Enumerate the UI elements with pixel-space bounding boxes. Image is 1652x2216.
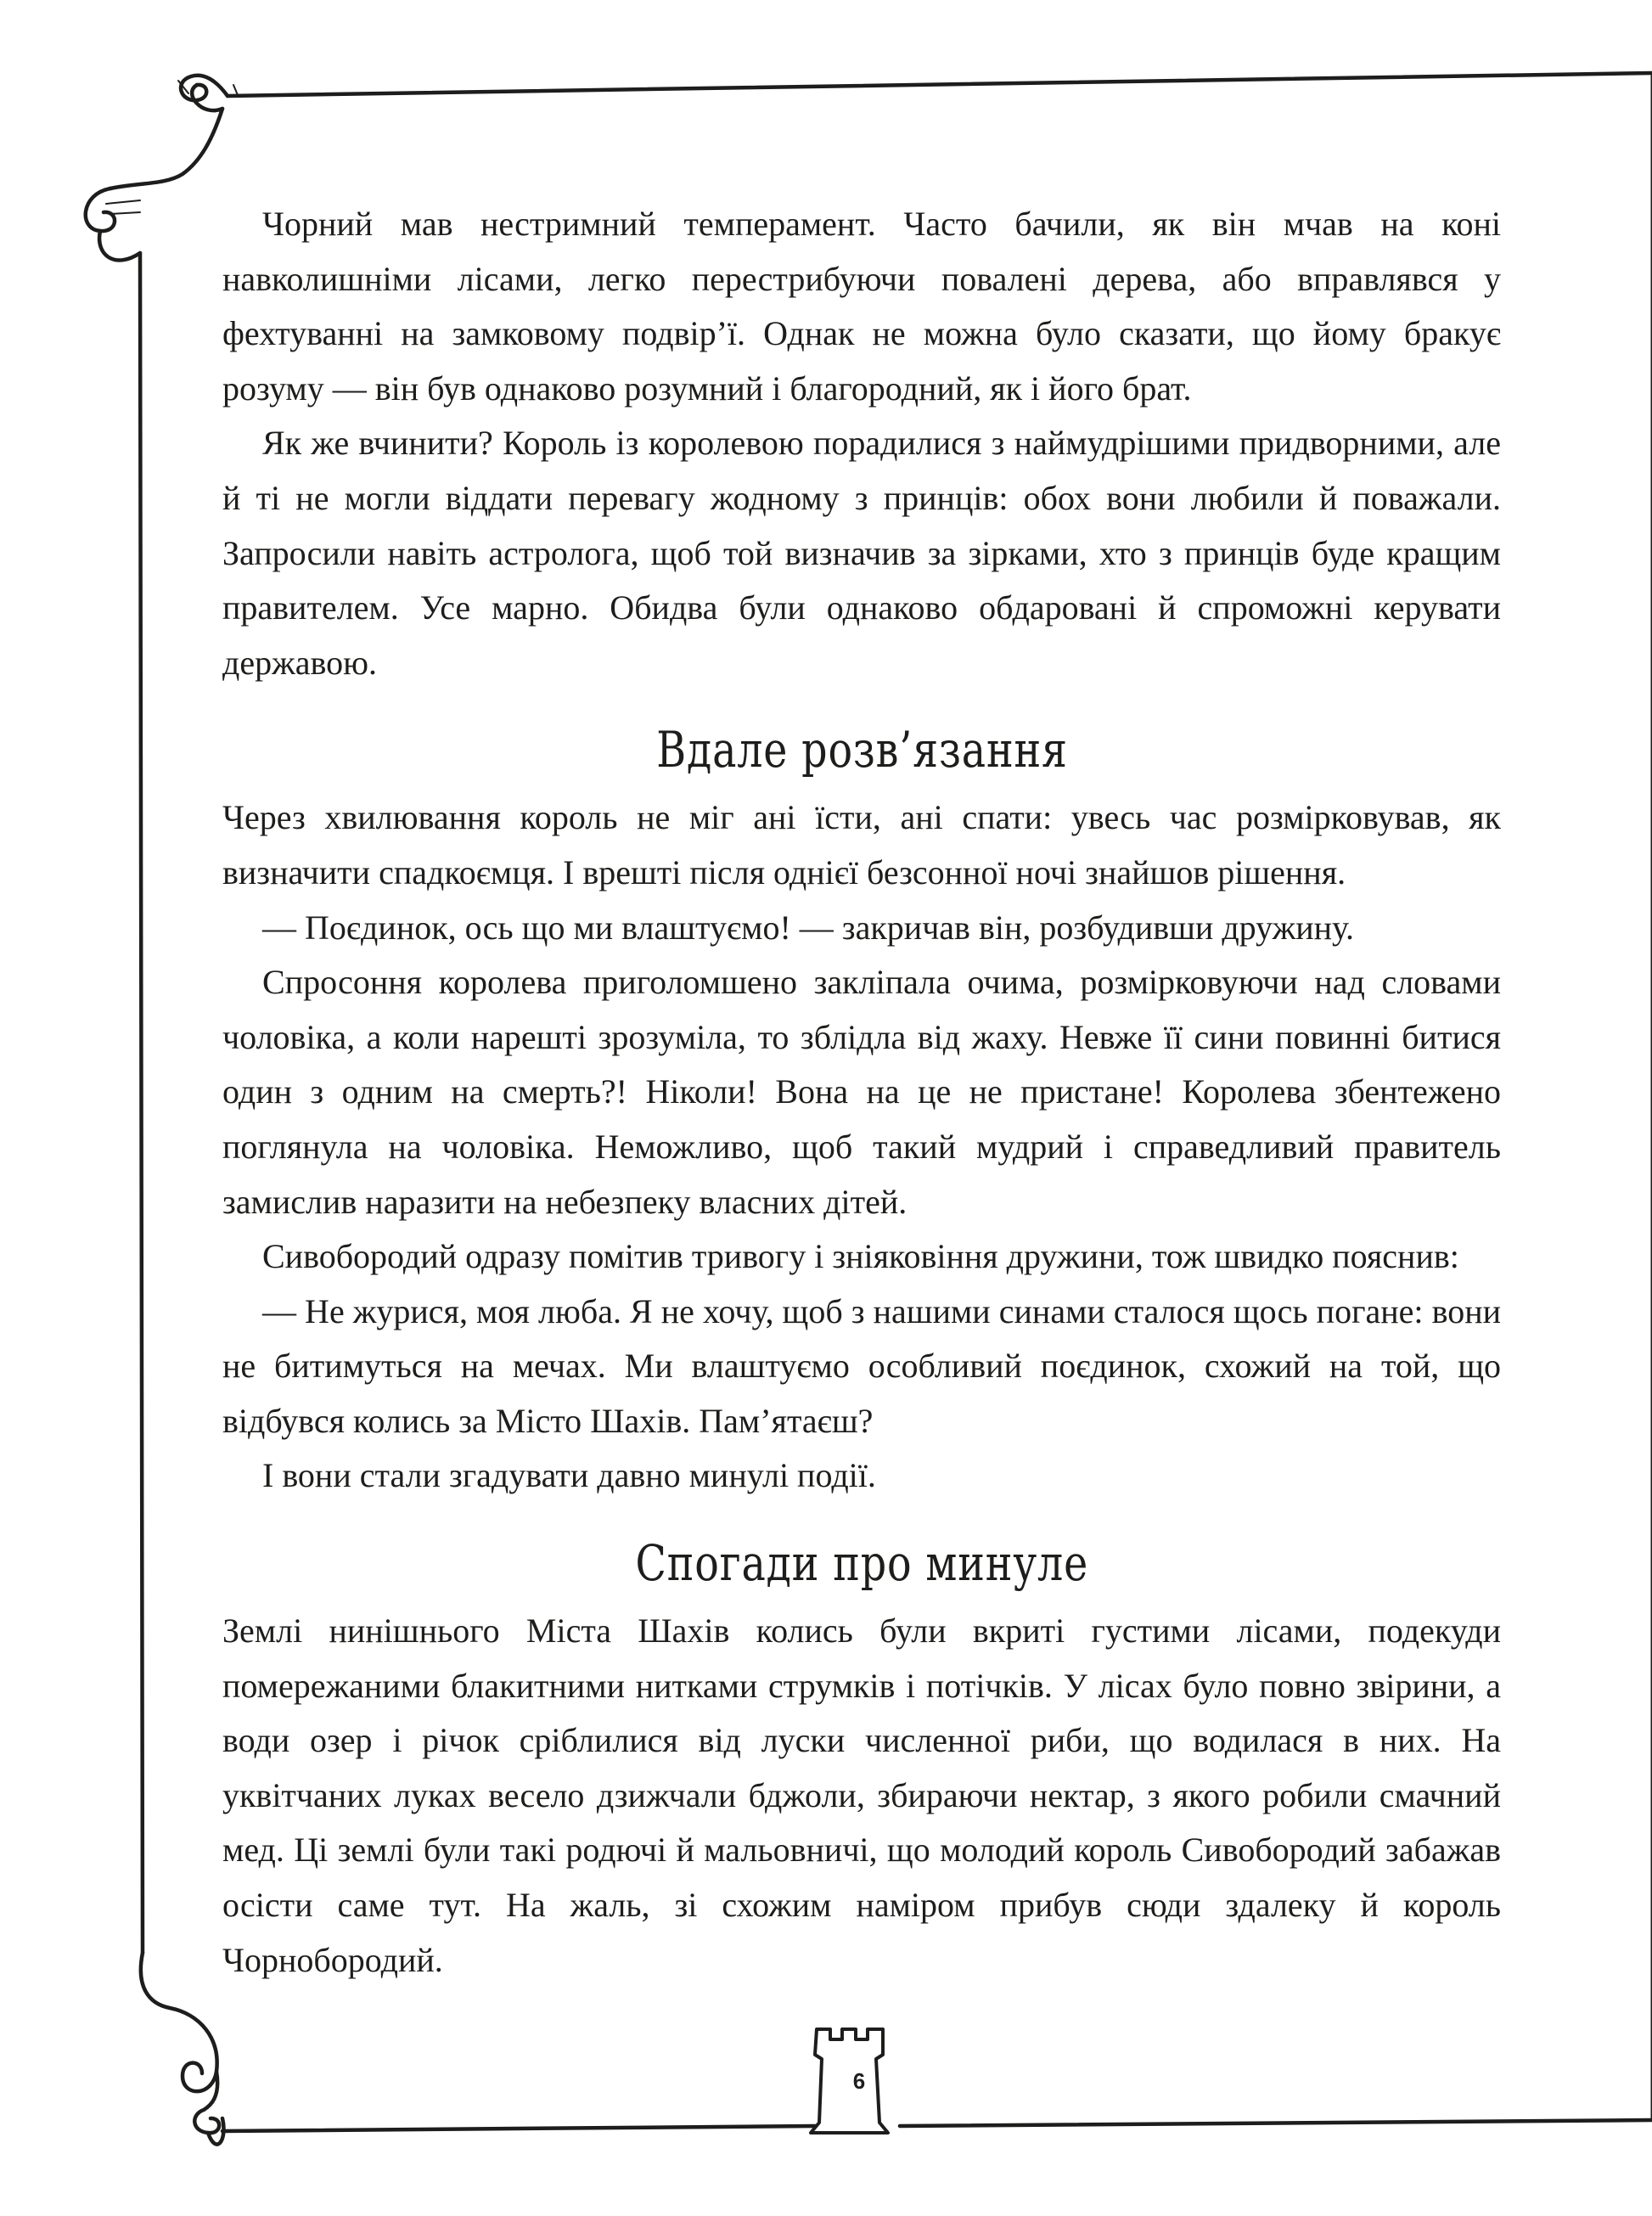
scroll-bottom-edge	[222, 2120, 1652, 2131]
text-column	[222, 197, 1501, 1988]
paragraph: Чорний мав нестримний темперамент. Часто бачили, як він мчав на коні навколишніми лісами, легко перестрибуючи повалені дерева, або вправлявся у фехтуванні на замковому подвір’ї. Однак не можна було сказати, що йому бракує розуму — він був однаково розумний і благородний, як і його брат.	[222, 205, 1501, 408]
scroll-top-left-curl	[86, 188, 115, 231]
paragraph: Як же вчинити? Король із королевою порадилися з наймудрішими придворними, але й ті не могли віддати перевагу жодному з принців: обох вони любили й поважали. Запросили навіть астролога, щоб той визначив за зірками, хто з принців буде кращим правителем. Усе марно. Обидва були однаково обдаровані й спроможні керувати державою.	[222, 424, 1501, 682]
paragraph: Через хвилювання король не міг ані їсти, ані спати: увесь час розмірковував, як визначити спадкоємця. І врешті після однієї безсонної ночі знайшов рішення.	[222, 798, 1501, 891]
scroll-top-edge	[228, 73, 1652, 96]
page-number: 6	[852, 2068, 866, 2094]
section-heading-text: Спогади про минуле	[635, 1534, 1088, 1593]
section-heading-text: Вдале розв’язання	[655, 721, 1068, 779]
section-heading	[222, 1504, 1501, 1604]
scroll-bottom-left-curl	[141, 1953, 217, 2091]
paragraph: Спросоння королева приголомшено закліпала очима, розмірковуючи над словами чоловіка, а коли нарешті зрозуміла, то зблідла від жаху. Невже її сини повинні битися один з одним на смерть?! Ніколи! Вона на це не пристане! Королева збентежено поглянула на чоловіка. Неможливо, щоб такий мудрий і справедливий правитель замислив наразити на небезпеку власних дітей.	[222, 963, 1501, 1221]
section-heading	[222, 690, 1501, 790]
paragraph: — Не журися, моя люба. Я не хочу, щоб з нашими синами сталося щось погане: вони не битимуться на мечах. Ми влаштуємо особливий поєдинок, схожий на той, що відбувся колись за Місто Шахів. Пам’ятаєш?	[222, 1291, 1501, 1440]
paragraph: Сивобородий одразу помітив тривогу і зніяковіння дружини, тож швидко пояснив:	[262, 1237, 1459, 1276]
paragraph: І вони стали згадувати давно минулі події.	[262, 1456, 876, 1495]
paragraph: — Поєдинок, ось що ми влаштуємо! — закричав він, розбудивши дружину.	[262, 908, 1355, 947]
paragraph: Землі нинішнього Міста Шахів колись були вкриті густими лісами, подекуди помережаними блакитними нитками струмків і потічків. У лісах було повно звірини, а води озер і річок сріблилися від луски численної риби, що водилася в них. На уквітчаних луках весело дзижчали бджоли, збираючи нектар, з якого робили смачний мед. Ці землі були такі родючі й мальовничі, що молодий король Сивобородий забажав осісти саме тут. На жаль, зі схожим наміром прибув сюди здалеку й король Чорнобородий.	[222, 1611, 1501, 1979]
scroll-top-curl	[181, 76, 228, 100]
